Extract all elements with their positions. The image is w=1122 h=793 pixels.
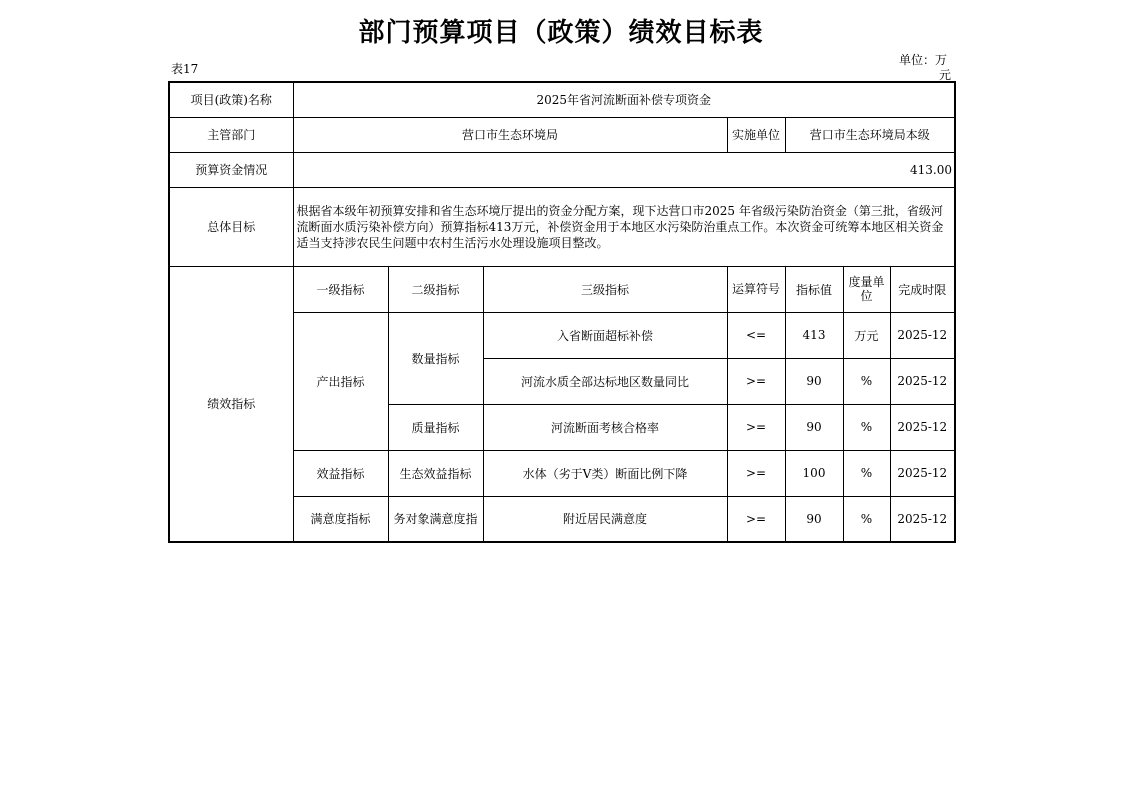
group-service: 务对象满意度指 xyxy=(388,496,483,542)
indicator-operator: <= xyxy=(727,312,785,358)
dept-value: 营口市生态环境局 xyxy=(293,117,727,152)
indicator-operator: >= xyxy=(727,496,785,542)
indicator-name: 入省断面超标补偿 xyxy=(483,312,727,358)
indicator-operator: >= xyxy=(727,358,785,404)
table-number: 表17 xyxy=(171,62,199,76)
indicator-header-row xyxy=(169,266,955,312)
indicator-deadline: 2025-12 xyxy=(890,312,955,358)
indicator-unit: % xyxy=(843,450,890,496)
project-name-row xyxy=(169,82,955,117)
header-level3: 三级指标 xyxy=(483,266,727,312)
goal-label: 总体目标 xyxy=(169,187,293,266)
indicator-operator: >= xyxy=(727,450,785,496)
impl-unit-label: 实施单位 xyxy=(727,117,785,152)
unit-label xyxy=(899,53,953,83)
indicator-deadline: 2025-12 xyxy=(890,450,955,496)
indicator-unit: % xyxy=(843,358,890,404)
indicator-name: 河流水质全部达标地区数量同比 xyxy=(483,358,727,404)
indicator-deadline: 2025-12 xyxy=(890,404,955,450)
indicator-value: 413 xyxy=(785,312,843,358)
dept-label: 主管部门 xyxy=(169,117,293,152)
budget-label: 预算资金情况 xyxy=(169,152,293,187)
indicator-value: 90 xyxy=(785,358,843,404)
department-row xyxy=(169,117,955,152)
indicator-deadline: 2025-12 xyxy=(890,358,955,404)
project-name-label: 项目(政策)名称 xyxy=(169,82,293,117)
header-level1: 一级指标 xyxy=(293,266,388,312)
group-eco: 生态效益指标 xyxy=(388,450,483,496)
indicator-value: 100 xyxy=(785,450,843,496)
header-value: 指标值 xyxy=(785,266,843,312)
goal-text: 根据省本级年初预算安排和省生态环境厅提出的资金分配方案，现下达营口市2025 年省级污染防治资金（第三批，省级河流断面水质污染补偿方向）预算指标413万元，补偿资金用于本地区水污染防治重点工作。本次资金可统筹本地区相关资金适当支持涉农民生问题中农村生活污水处理设施项目整改。 xyxy=(293,187,955,266)
header-operator: 运算符号 xyxy=(727,266,785,312)
group-benefit: 效益指标 xyxy=(293,450,388,496)
group-quality: 质量指标 xyxy=(388,404,483,450)
unit-label-line1: 单位：万 xyxy=(899,53,948,67)
indicator-name: 河流断面考核合格率 xyxy=(483,404,727,450)
page-title: 部门预算项目（政策）绩效目标表 xyxy=(358,18,764,48)
header-level2: 二级指标 xyxy=(388,266,483,312)
overall-goal-row xyxy=(169,187,955,266)
indicator-value: 90 xyxy=(785,404,843,450)
project-name-value: 2025年省河流断面补偿专项资金 xyxy=(293,82,955,117)
indicator-value: 90 xyxy=(785,496,843,542)
indicator-unit: 万元 xyxy=(843,312,890,358)
indicator-operator: >= xyxy=(727,404,785,450)
group-satisfaction: 满意度指标 xyxy=(293,496,388,542)
group-quantity: 数量指标 xyxy=(388,312,483,404)
header-unit: 度量单位 xyxy=(843,266,890,312)
unit-label-line2: 元 xyxy=(939,68,952,82)
indicator-unit: % xyxy=(843,496,890,542)
header-deadline: 完成时限 xyxy=(890,266,955,312)
indicator-name: 水体（劣于Ⅴ类）断面比例下降 xyxy=(483,450,727,496)
indicator-name: 附近居民满意度 xyxy=(483,496,727,542)
performance-target-table xyxy=(168,81,956,543)
indicator-unit: % xyxy=(843,404,890,450)
budget-row xyxy=(169,152,955,187)
impl-unit-value: 营口市生态环境局本级 xyxy=(785,117,955,152)
budget-value: 413.00 xyxy=(293,152,955,187)
indicator-deadline: 2025-12 xyxy=(890,496,955,542)
performance-label: 绩效指标 xyxy=(169,266,293,542)
group-output: 产出指标 xyxy=(293,312,388,450)
